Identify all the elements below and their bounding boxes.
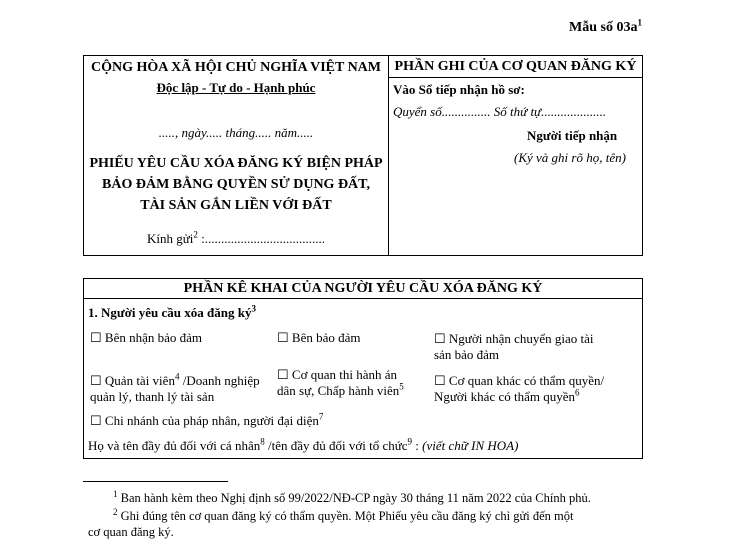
registry-divider xyxy=(388,77,643,78)
option-secured-party[interactable]: ☐ Bên nhận bảo đảm xyxy=(90,330,203,345)
form-title-line1: PHIẾU YÊU CẦU XÓA ĐĂNG KÝ BIỆN PHÁP xyxy=(89,156,383,171)
declaration-title: PHẦN KÊ KHAI CỦA NGƯỜI YÊU CẦU XÓA ĐĂNG KÝ xyxy=(183,281,543,296)
form-title-line2: BẢO ĐẢM BẰNG QUYỀN SỬ DỤNG ĐẤT, xyxy=(102,177,370,192)
checkbox-icon[interactable]: ☐ xyxy=(434,331,446,346)
option-other-authority[interactable]: ☐ Cơ quan khác có thẩm quyền/ Người khác có thẩm quyền$^6$ xyxy=(434,373,605,404)
section-1-heading: 1. Người yêu cầu xóa đăng $ký^3$ xyxy=(88,303,256,320)
addressee-line: Kính gửi$^2$ :..................................... xyxy=(146,229,326,246)
declaration-divider xyxy=(83,298,643,299)
option-guarantor[interactable]: ☐ Bên bảo đảm xyxy=(277,330,361,345)
addressee-field[interactable]: :..................................... xyxy=(197,231,326,246)
form-title-line3: TÀI SẢN GẮN LIỀN VỚI ĐẤT xyxy=(140,198,332,213)
register-line: Vào Sổ tiếp nhận hồ sơ: xyxy=(393,82,525,97)
book-number-line[interactable]: Quyển số............... Số thứ tự.................... xyxy=(393,104,607,119)
checkbox-icon[interactable]: ☐ xyxy=(90,330,102,345)
option-transferee[interactable]: ☐ Người nhận chuyển giao tài sản bảo đảm xyxy=(434,331,594,362)
checkbox-icon[interactable]: ☐ xyxy=(434,373,446,388)
footnote-2: $^2$ Ghi đúng tên cơ quan đăng ký có thẩm quyền. Một Phiếu yêu cầu đăng ký chỉ gửi đến một xyxy=(113,506,574,523)
form-code: Mẫu số $03a^1$ xyxy=(569,17,642,35)
checkbox-icon[interactable]: ☐ xyxy=(90,373,102,388)
option-branch-representative[interactable]: ☐ Chi nhánh của pháp nhân, người đại diện$^7$ xyxy=(90,411,324,428)
receiver-label: Người tiếp nhận xyxy=(527,128,618,143)
checkbox-icon[interactable]: ☐ xyxy=(90,413,102,428)
option-asset-administrator[interactable]: ☐ Quản tài viên$^4$ /Doanh nghiệp quản lý, thanh lý tài sản xyxy=(90,371,260,404)
option-enforcement-agency[interactable]: ☐ Cơ quan thi hành án dân sự, Chấp hành viên$^5$ xyxy=(277,367,404,398)
registry-section-title: PHẦN GHI CỦA CƠ QUAN ĐĂNG KÝ xyxy=(394,59,637,74)
country-name: CỘNG HÒA XÃ HỘI CHỦ NGHĨA VIỆT NAM xyxy=(90,60,381,75)
footnote-2-continued: cơ quan đăng ký. xyxy=(88,525,174,539)
footnote-1: $^1$ Ban hành kèm theo Nghị định số 99/2022/NĐ-CP ngày 30 tháng 11 năm 2022 của Chính phủ. xyxy=(113,488,591,505)
form-title xyxy=(83,153,389,216)
date-line: ....., ngày..... tháng..... năm..... xyxy=(158,125,314,140)
checkbox-icon[interactable]: ☐ xyxy=(277,330,289,345)
footnote-divider xyxy=(83,481,228,482)
receiver-note: (Ký và ghi rõ họ, tên) xyxy=(514,150,626,165)
full-name-line[interactable]: Họ và tên đầy đủ đối với cá nhân$^8$ /tên đầy đủ đối với tổ chức$^9$ : (viết chữ IN HOA) xyxy=(88,436,519,453)
checkbox-icon[interactable]: ☐ xyxy=(277,367,289,382)
national-motto: Độc lập - Tự do - Hạnh phúc xyxy=(156,80,316,95)
